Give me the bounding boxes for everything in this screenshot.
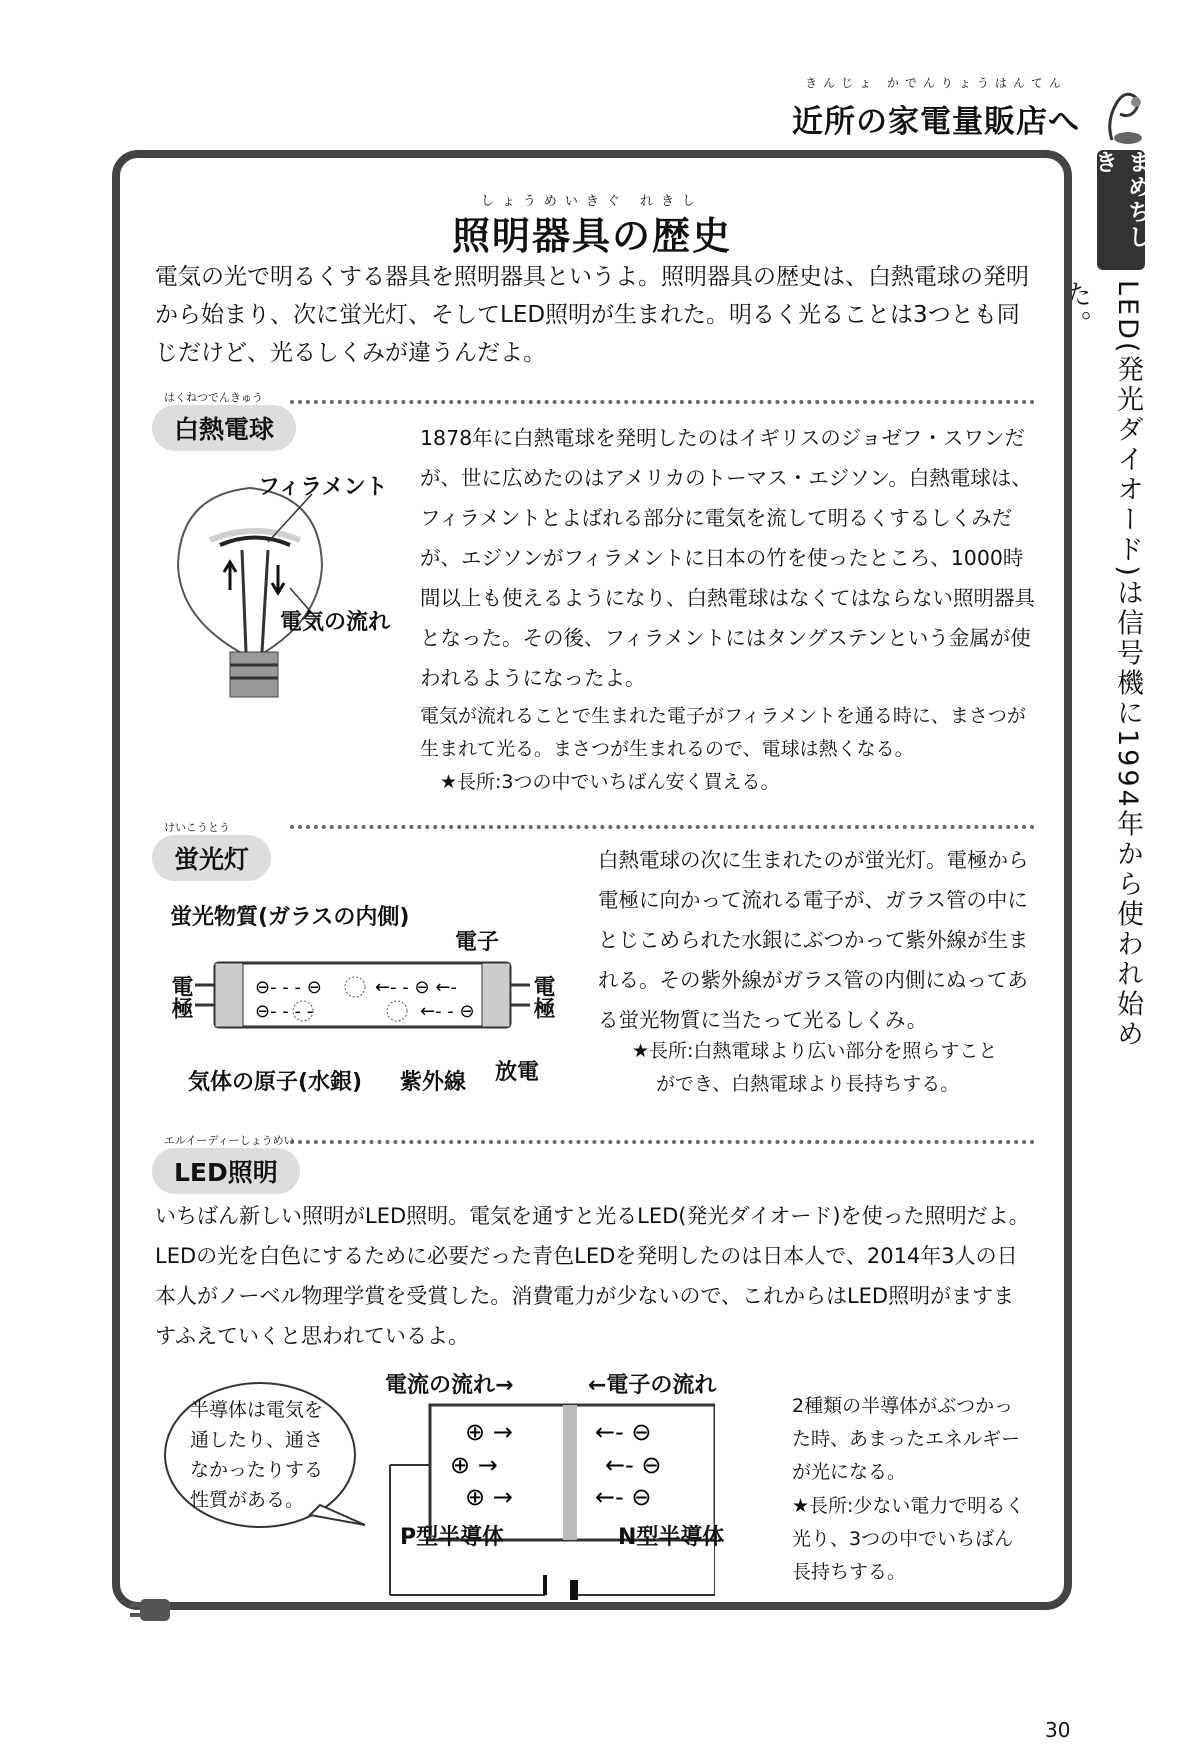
label-n-type: N型半導体 xyxy=(618,1525,725,1550)
incandescent-body: 1878年に白熱電球を発明したのはイギリスのジョゼフ・スワンだが、世に広めたのはアメリカのトーマス・エジソン。白熱電球は、フィラメントとよばれる部分に電気を流して明るくするしくみだが、エジソンがフィラメントに日本の竹を使ったところ、1000時間以上も使えるようになり、白熱電球はなくてはならない照明器具となった。その後、フィラメントにはタングステンという金属が使われるようになったよ。 xyxy=(420,426,1035,690)
plug-icon xyxy=(130,1595,190,1625)
label-ultraviolet: 紫外線 xyxy=(400,1070,467,1095)
divider-fluorescent xyxy=(290,825,1035,829)
label-phosphor: 蛍光物質(ガラスの内側) xyxy=(170,905,410,930)
svg-text:⊖- - - ⊖: ⊖- - - ⊖ xyxy=(255,977,322,998)
section-label-fluorescent xyxy=(152,821,271,881)
page-title-text: 照明器具の歴史 xyxy=(451,214,732,258)
svg-text:←- - ⊖ ←-: ←- - ⊖ ←- xyxy=(375,977,457,998)
led-merit: ★長所:少ない電力で明るく光り、3つの中でいちばん長持ちする。 xyxy=(792,1495,1025,1583)
label-text: 白熱電球 xyxy=(174,415,275,444)
bubble-text: 半導体は電気を通したり、通さなかったりする性質がある。 xyxy=(190,1399,324,1511)
label-current-flow: 電流の流れ→ xyxy=(385,1373,514,1398)
label-discharge: 放電 xyxy=(495,1060,540,1085)
page-number: 30 xyxy=(1045,1718,1071,1742)
fluorescent-body: 白熱電球の次に生まれたのが蛍光灯。電極から電極に向かって流れる電子が、ガラス管の中にとじこめられた水銀にぶつかって紫外線が生まれる。その紫外線がガラス管の内側にぬってある蛍光物質に当たって光るしくみ。 xyxy=(598,848,1029,1032)
chapter-title xyxy=(792,76,1080,141)
vacuum-cleaner-icon xyxy=(1098,82,1148,146)
intro-paragraph: 電気の光で明るくする器具を照明器具というよ。照明器具の歴史は、白熱電球の発明から始まり、次に蛍光灯、そしてLED照明が生まれた。明るく光ることは3つとも同じだけど、光るしくみが違うんだよ。 xyxy=(155,264,1029,366)
label-text: LED照明 xyxy=(174,1158,278,1187)
svg-text:⊕ →: ⊕ → xyxy=(465,1483,513,1511)
svg-text:←- - ⊖: ←- - ⊖ xyxy=(420,1001,475,1022)
svg-text:⊕ →: ⊕ → xyxy=(450,1451,498,1479)
label-text: 蛍光灯 xyxy=(174,845,250,874)
fluorescent-merit-2: ができ、白熱電球より長持ちする。 xyxy=(656,1073,960,1095)
svg-text:←- ⊖: ←- ⊖ xyxy=(595,1483,652,1511)
incandescent-merit: ★長所:3つの中でいちばん安く買える。 xyxy=(440,771,780,793)
svg-text:⊕ →: ⊕ → xyxy=(465,1418,513,1446)
svg-text:←- ⊖: ←- ⊖ xyxy=(605,1451,662,1479)
label-ruby: けいこうとう xyxy=(164,821,230,834)
sidebar-note: LED(発光ダイオード)は信号機に1994年から使われ始めた。 xyxy=(1060,280,1143,1050)
divider-led xyxy=(290,1140,1035,1144)
label-mercury-atom: 気体の原子(水銀) xyxy=(188,1070,363,1095)
label-ruby: はくねつでんきゅう xyxy=(164,391,263,404)
led-body: いちばん新しい照明がLED照明。電気を通すと光るLED(発光ダイオード)を使った照明だよ。LEDの光を白色にするために必要だった青色LEDを発明したのは日本人で、2014年3人の日本人がノーベル物理学賞を受賞した。消費電力が少ないので、これからはLED照明がますますふえていくと思われているよ。 xyxy=(155,1204,1030,1348)
svg-text:←- ⊖: ←- ⊖ xyxy=(595,1418,652,1446)
chapter-title-ruby: きんじょ かでんりょうはんてん xyxy=(805,76,1067,90)
label-electric-current: 電気の流れ xyxy=(280,610,391,635)
label-electron-flow: ←電子の流れ xyxy=(588,1373,717,1398)
chapter-title-text: 近所の家電量販店へ xyxy=(792,104,1080,140)
label-filament: フィラメント xyxy=(258,475,388,500)
section-label-incandescent xyxy=(152,391,296,451)
label-electrode-right: 電極 xyxy=(530,975,555,1019)
label-electrode-left: 電極 xyxy=(168,975,193,1019)
fluorescent-tube-diagram xyxy=(195,955,535,1035)
svg-text:⊖- - - -: ⊖- - - - xyxy=(255,1001,314,1022)
label-electron: 電子 xyxy=(455,930,500,955)
label-p-type: P型半導体 xyxy=(400,1525,505,1550)
led-diagram xyxy=(385,1395,715,1600)
page-title-ruby: しょうめいきぐ れきし xyxy=(480,194,704,209)
divider-incandescent xyxy=(290,400,1035,404)
incandescent-bulb-diagram xyxy=(150,470,420,700)
fluorescent-merit-1: ★長所:白熱電球より広い部分を照らすこと xyxy=(632,1040,998,1062)
mamechishiki-tab: まめちしき xyxy=(1097,150,1145,270)
page-title xyxy=(112,190,1072,260)
section-label-led xyxy=(152,1134,300,1194)
led-explain: 2種類の半導体がぶつかった時、あまったエネルギーが光になる。 xyxy=(792,1395,1021,1483)
label-ruby: エルイーディーしょうめい xyxy=(164,1134,295,1147)
incandescent-note: 電気が流れることで生まれた電子がフィラメントを通る時に、まさつが生まれて光る。まさつが生まれるので、電球は熱くなる。 xyxy=(420,705,1026,760)
